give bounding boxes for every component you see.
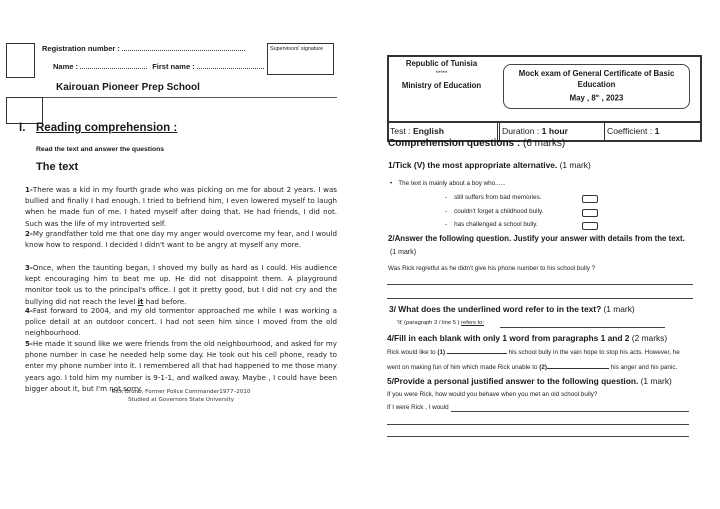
institution-block xyxy=(389,59,494,91)
paragraph-text: My grandfather told me that one day my anger would overcome my fear, and I would know how to respond. I decided I didn't want to be angry at myself any more. xyxy=(25,229,337,250)
text-heading: The text xyxy=(36,161,79,173)
answer-line[interactable] xyxy=(387,424,689,425)
answer-line[interactable] xyxy=(387,284,693,285)
question-3-title: 3/ What does the underlined word refer to in the text? xyxy=(389,304,602,314)
date-suffix: th xyxy=(595,93,600,98)
question-4-line-2 xyxy=(387,364,707,371)
question-2-title: 2/Answer the following question. Justify your answer with details from the text. xyxy=(388,234,685,243)
exam-date xyxy=(504,90,689,104)
option-2 xyxy=(445,208,543,215)
exam-header-table xyxy=(387,55,702,142)
section-number: I. xyxy=(19,122,26,134)
paragraph-text: Once, when the taunting began, I shoved my bully as hard as I could. His audience kept encouraging him to beat me up. He did not disappoint them. A playground monitor took us to the principal's office. I got it pretty good, but I did not cry and the bullying did not reach the level xyxy=(25,263,337,306)
question-4-line-2-start: went on making fun of him which made Rick unable to xyxy=(387,364,540,371)
question-3 xyxy=(389,304,635,314)
blank-1-label: (1) xyxy=(437,349,446,356)
mark-box-section xyxy=(6,97,43,124)
test-label: Test : xyxy=(390,126,413,136)
coefficient-label: Coefficient : xyxy=(607,126,655,136)
question-4-line-2-end: his anger and his panic. xyxy=(608,364,678,371)
question-4-line-1 xyxy=(387,349,707,356)
question-5-marks: (1 mark) xyxy=(638,376,672,386)
answer-line[interactable] xyxy=(387,298,693,299)
paragraph-1 xyxy=(25,184,337,229)
exam-title-line2: Education xyxy=(577,80,616,89)
question-1-stem xyxy=(390,180,506,187)
question-3-refers-to: refers to: xyxy=(461,320,484,326)
stars: ***** xyxy=(435,71,448,77)
question-1-stem-text: The text is mainly about a boy who...... xyxy=(398,180,506,187)
coefficient-value: 1 xyxy=(654,126,660,136)
answer-line[interactable] xyxy=(500,327,665,328)
paragraph-number: 2- xyxy=(25,229,33,238)
attribution-education: Studied at Governors State University xyxy=(127,397,235,403)
registration-dots xyxy=(122,44,245,51)
question-1 xyxy=(388,160,591,170)
paragraph-number: 3- xyxy=(25,263,33,272)
registration-field[interactable] xyxy=(42,44,245,53)
blank-2-field[interactable] xyxy=(547,368,609,369)
question-4-line-1-start: Rick would like to xyxy=(387,349,438,356)
comprehension-marks: (6 marks) xyxy=(523,138,566,149)
question-4-marks: (2 marks) xyxy=(629,333,668,343)
question-4-title: 4/Fill in each blank with only 1 word from paragraphs 1 and 2 xyxy=(387,333,630,343)
section-title: Reading comprehension : xyxy=(36,122,178,134)
paragraph-5 xyxy=(25,338,337,394)
registration-label: Registration number : xyxy=(42,44,120,53)
question-5-title: 5/Provide a personal justified answer to the following question. xyxy=(387,376,639,386)
blank-2-label: (2) xyxy=(539,364,547,371)
underlined-word: it xyxy=(137,296,144,306)
supervisor-signature-label: Supervisors' signature xyxy=(270,46,324,52)
paragraph-4 xyxy=(25,305,337,339)
question-4-line-1-end: his school bully in the vain hope to stop his acts. However, he xyxy=(506,349,680,356)
comprehension-heading xyxy=(388,138,565,149)
comprehension-title: Comprehension questions : xyxy=(388,138,524,149)
school-name: Kairouan Pioneer Prep School xyxy=(56,82,200,93)
paragraph-number: 4- xyxy=(25,306,33,315)
duration-label: Duration : xyxy=(502,126,542,136)
paragraph-text: There was a kid in my fourth grade who was picking on me for about 2 years. I was bullied and finally I had enough. I tried to befriend him, I even lowered myself to laugh when he made fun of me. I hated myself after doing that. He had friends, I did not. Such was the life of my introverted self. xyxy=(25,185,337,228)
paragraph-2 xyxy=(25,228,337,250)
paragraph-number: 1- xyxy=(25,185,33,194)
duration-value: 1 hour xyxy=(541,126,568,136)
question-1-marks: (1 mark) xyxy=(557,160,591,170)
attribution xyxy=(25,388,337,404)
question-5-text: If you were Rick, how would you behave when you met an old school bully? xyxy=(387,391,598,398)
option-3 xyxy=(445,221,538,228)
answer-line[interactable] xyxy=(451,411,689,412)
option-3-text: has challenged a school bully. xyxy=(454,221,538,228)
country: Republic of Tunisia xyxy=(405,59,478,68)
option-2-text: couldn't forget a childhood bully. xyxy=(454,208,544,215)
coefficient-cell xyxy=(604,123,701,140)
option-2-checkbox[interactable] xyxy=(582,209,598,217)
supervisor-signature-box xyxy=(267,43,334,75)
option-1-text: still suffers from bad memories. xyxy=(454,194,542,201)
blank-1-field[interactable] xyxy=(447,353,507,354)
option-1-checkbox[interactable] xyxy=(582,195,598,203)
bullet-icon: • xyxy=(390,180,393,187)
ministry: Ministry of Education xyxy=(401,81,482,90)
test-value: English xyxy=(412,126,444,136)
question-4 xyxy=(387,333,667,343)
exam-title-line1: Mock exam of General Certificate of Basic xyxy=(518,69,675,78)
question-2-text: Was Rick regretful as he didn't give his phone number to his school bully ? xyxy=(388,265,596,272)
first-name-label: First name : xyxy=(152,62,195,71)
dash-icon: - xyxy=(445,194,448,201)
section-instruction: Read the text and answer the questions xyxy=(36,146,165,153)
mark-box-top xyxy=(6,43,35,78)
header-divider xyxy=(24,97,337,98)
question-5-answer-start: If I were Rick , I would xyxy=(387,404,449,411)
paragraph-text-end: had before. xyxy=(143,296,187,306)
dash-icon: - xyxy=(445,208,448,215)
question-2-marks: (1 mark) xyxy=(390,249,417,256)
exam-title-box xyxy=(503,64,690,109)
date-year: , 2023 xyxy=(599,93,624,103)
name-dots xyxy=(80,62,147,69)
option-3-checkbox[interactable] xyxy=(582,222,598,230)
question-3-marks: (1 mark) xyxy=(601,304,635,314)
paragraph-3 xyxy=(25,262,337,307)
first-name-dots xyxy=(197,62,264,69)
name-field[interactable] xyxy=(53,62,264,71)
dash-icon: - xyxy=(445,221,448,228)
date-day: May , 8 xyxy=(569,93,596,103)
question-1-title: 1/Tick (V) the most appropriate alternative. xyxy=(388,160,558,170)
option-1 xyxy=(445,194,541,201)
question-5 xyxy=(387,376,672,386)
paragraph-text: He made it sound like we were friends from the old neighbourhood, and asked for my phone number in case he needed help some day. He took out his cell phone, ready to enter my phone number into it. I remembered all that had happened to me those many years ago. I told him my number is 9-1-1, and walked away. Maybe , I could have been bigger about it, but I'm not sorry. xyxy=(25,339,337,393)
paragraph-text: Fast forward to 2004, and my old tormentor approached me while I was working a police detail at an outdoor concert. I had not seen him since I moved from the old neighbourhood. xyxy=(25,306,337,338)
answer-line[interactable] xyxy=(387,436,689,437)
name-label: Name : xyxy=(53,62,79,71)
attribution-author: Rick Bruno, Former Police Commander1977–2010 xyxy=(111,389,251,395)
paragraph-number: 5- xyxy=(25,339,33,348)
question-3-prompt xyxy=(397,320,484,326)
question-3-prompt-text: 'It' (paragraph 3 / line 5 ) xyxy=(397,320,462,326)
